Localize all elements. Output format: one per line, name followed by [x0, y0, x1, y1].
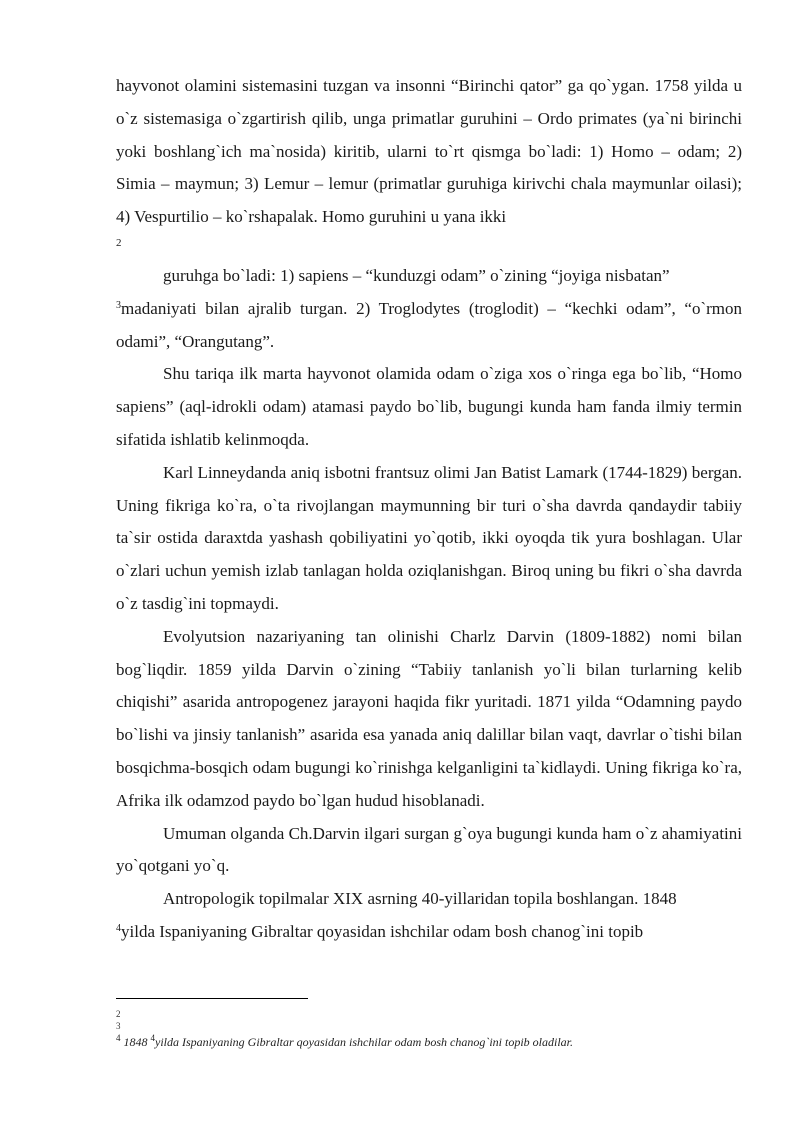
paragraph-6: Umuman olganda Ch.Darvin ilgari surgan g`oya bugungi kunda ham o`z ahamiyatini yo`qotgani yo`q. [116, 823, 742, 876]
paragraph-1: hayvonot olamini sistemasini tuzgan va insonni “Birinchi qator” ga qo`ygan. 1758 yilda u o`z sistemasiga o`zgartirish qilib, unga primatlar guruhini – Ordo primates (ya`ni birinchi yoki boshlang`ich ma`nosida) kiritib, ularni to`rt qismga bo`ladi: 1) Homo – odam; 2) Simia – maymun; 3) Lemur – lemur (primatlar guruhiga kirivchi chala maymunlar oilasi); 4) Vespurtilio – ko`rshapalak. Homo guruhini u yana ikki [116, 76, 742, 227]
footnote-marker-2: 2 [116, 236, 122, 249]
paragraph-2: guruhga bo`ladi: 1) sapiens – “kunduzgi odam” o`zining “joyiga nisbatan” [163, 265, 670, 285]
footnote-ref-4: 4 [116, 922, 121, 934]
body-text [116, 70, 742, 949]
footnote-3: 3 [116, 1021, 121, 1031]
paragraph-7-cont: $^4$yilda Ispaniyaning Gibraltar qoyasidan ishchilar odam bosh chanog`ini topib [116, 921, 644, 941]
footnote-ref-3: 3 [116, 299, 121, 311]
footnote-2: 2 [116, 1009, 121, 1019]
paragraph-5: Evolyutsion nazariyaning tan olinishi Charlz Darvin (1809-1882) nomi bilan bog`liqdir. 1859 yilda Darvin o`zining “Tabiiy tanlanish yo`li bilan turlarning kelib chiqishi” asarida antropogenez jarayoni haqida fikr yuritadi. 1871 yilda “Odamning paydo bo`lishi va jinsiy tanlanish” asarida esa yanada aniq dalillar bilan vaqt, davrlar o`tishi bilan bosqichma-bosqich odam bugungi ko`rinishga kelganligini ta`kidlaydi. Uning fikriga ko`ra, Afrika ilk odamzod paydo bo`lgan hudud hisoblanadi. [116, 626, 742, 810]
paragraph-2-cont: $^3$madaniyati bilan ajralib turgan. 2) Troglodytes (troglodit) – “kechki odam”, “o`rmon odami”, “Orangutang”. [116, 298, 742, 351]
paragraph-3: Shu tariqa ilk marta hayvonot olamida odam o`ziga xos o`ringa ega bo`lib, “Homo sapiens” (aql-idrokli odam) atamasi paydo bo`lib, bugungi kunda ham fanda ilmiy termin sifatida ishlatib kelinmoqda. [116, 364, 742, 449]
paragraph-7: Antropologik topilmalar XIX asrning 40-yillaridan topila boshlangan. 1848 [163, 889, 677, 909]
footnotes [116, 1008, 742, 1050]
paragraph-4: Karl Linneydanda aniq isbotni frantsuz olimi Jan Batist Lamark (1744-1829) bergan. Uning fikriga ko`ra, o`ta rivojlangan maymunning bir turi o`sha davrda qandaydir tabiiy ta`sir ostida daraxtda yashash qobiliyatini yo`qotib, ikki oyoqda tik yura boshlagan. Ular o`zlari uchun yemish izlab tanlagan holda oziqlanishgan. Biroq uning bu fikri o`sha davrda o`z tasdig`ini topmaydi. [116, 462, 742, 613]
footnote-4: $^4$ 1848 $^4$yilda Ispaniyaning Gibraltar qoyasidan ishchilar odam bosh chanog`ini topib oladilar. [116, 1033, 573, 1049]
footnote-separator [116, 998, 308, 999]
